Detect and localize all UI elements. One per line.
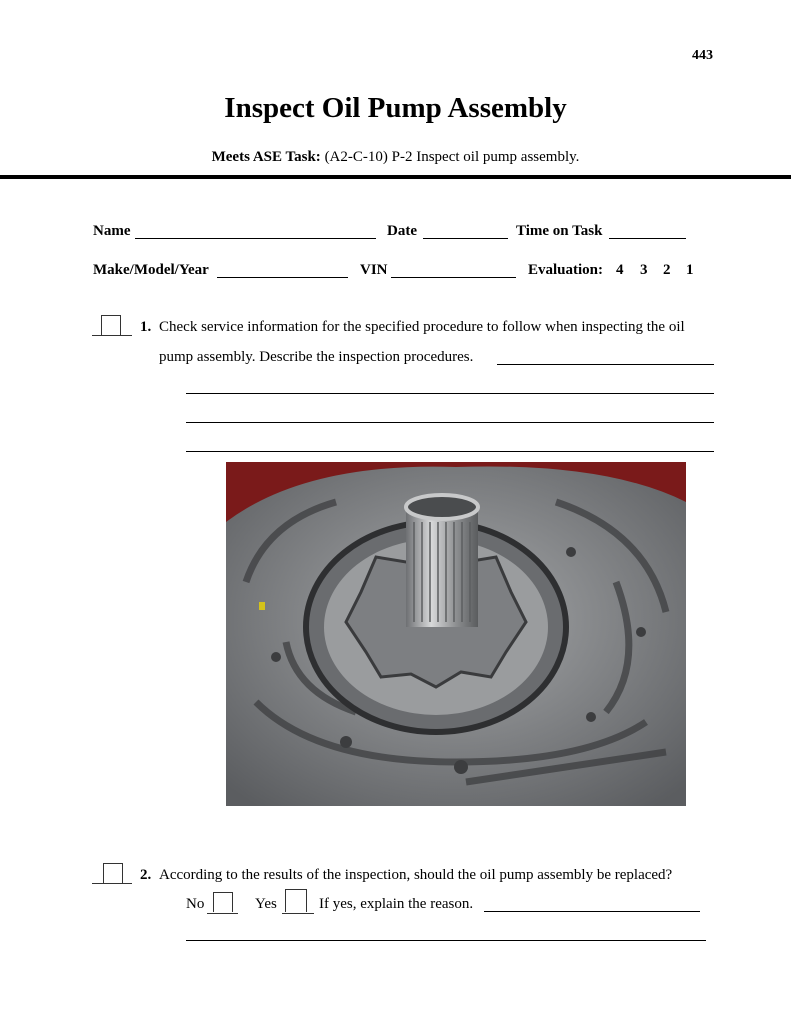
yes-label: Yes xyxy=(255,896,277,912)
step2-text: According to the results of the inspection, should the oil pump assembly be replaced? xyxy=(159,867,673,883)
step1-number: 1. xyxy=(140,319,152,335)
step1-answer-line[interactable] xyxy=(186,393,714,394)
explain-label: If yes, explain the reason. xyxy=(319,896,474,912)
step1-answer-line[interactable] xyxy=(186,422,714,423)
step1-text-line2: pump assembly. Describe the inspection procedures. xyxy=(159,349,474,365)
no-label: No xyxy=(186,896,205,912)
ase-task xyxy=(0,149,791,166)
step2-checkbox-underline xyxy=(92,883,132,884)
evaluation-score-1[interactable]: 1 xyxy=(686,262,694,278)
step1-text-line1: Check service information for the specified procedure to follow when inspecting the oil xyxy=(159,319,685,335)
name-label: Name xyxy=(93,223,131,239)
step2-checkbox[interactable] xyxy=(103,863,123,883)
time-on-task-label: Time on Task xyxy=(516,223,603,239)
header-rule xyxy=(0,175,791,179)
step1-answer-line[interactable] xyxy=(186,451,714,452)
step1-checkbox-underline xyxy=(92,335,132,336)
date-label: Date xyxy=(387,223,417,239)
evaluation-score-4[interactable]: 4 xyxy=(616,262,624,278)
yes-checkbox-underline xyxy=(282,913,314,914)
page-number: 443 xyxy=(692,48,713,63)
oil-pump-photo xyxy=(226,462,686,806)
vin-label: VIN xyxy=(360,262,388,278)
evaluation-label: Evaluation: xyxy=(528,262,604,278)
spline-shaft xyxy=(406,507,478,627)
no-checkbox-underline xyxy=(207,913,238,914)
step1-checkbox[interactable] xyxy=(101,315,121,335)
time-on-task-field[interactable] xyxy=(609,238,686,239)
page-title: Inspect Oil Pump Assembly xyxy=(224,92,567,124)
evaluation-score-2[interactable]: 2 xyxy=(663,262,671,278)
step2-answer-line[interactable] xyxy=(186,940,706,941)
yes-checkbox[interactable] xyxy=(285,889,307,912)
paint-mark xyxy=(259,602,265,610)
step2-answer-line[interactable] xyxy=(484,911,700,912)
no-checkbox[interactable] xyxy=(213,892,233,912)
step2-number: 2. xyxy=(140,867,152,883)
ase-label: Meets ASE Task: xyxy=(211,149,321,165)
vin-field[interactable] xyxy=(391,277,516,278)
date-field[interactable] xyxy=(423,238,508,239)
name-field[interactable] xyxy=(135,238,376,239)
make-model-year-label: Make/Model/Year xyxy=(93,262,209,278)
shaft-bore xyxy=(406,495,478,519)
evaluation-score-3[interactable]: 3 xyxy=(640,262,648,278)
step1-answer-line[interactable] xyxy=(497,364,714,365)
ase-text: (A2-C-10) P-2 Inspect oil pump assembly. xyxy=(324,149,580,165)
make-model-year-field[interactable] xyxy=(217,277,348,278)
